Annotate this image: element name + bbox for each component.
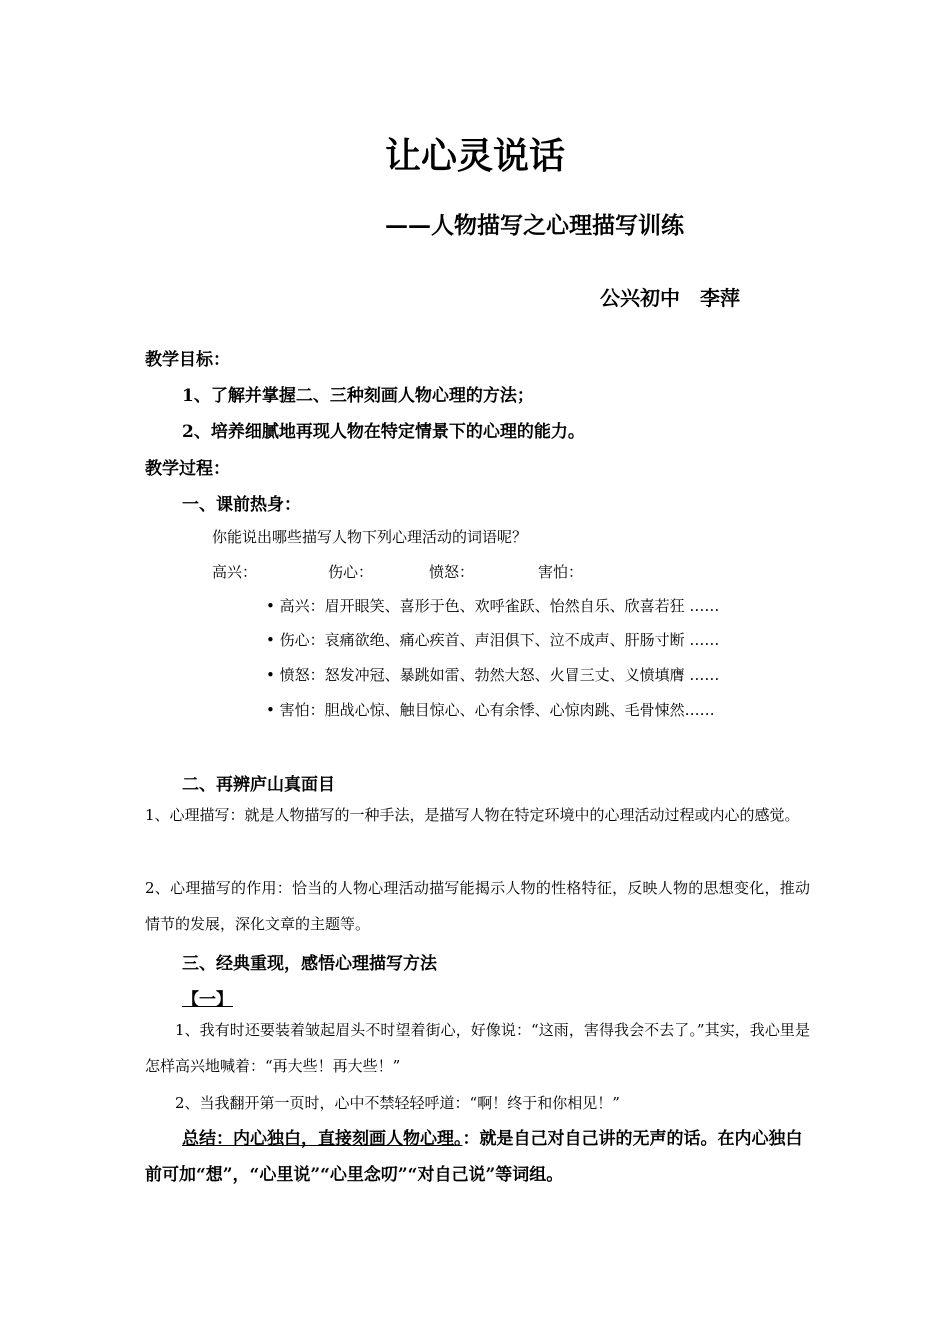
summary-text: ：就是自己对自己讲的无声的话。在内心独白前可加“想”，“心里说”“心里念叨”“对自己说”等词组。 [145,1129,803,1185]
synonym-list-item: • 愤怒：怒发冲冠、暴跳如雷、勃然大怒、火冒三丈、义愤填膺 …… [266,666,720,684]
example-paragraph-2: 2、当我翻开第一页时，心中不禁轻轻呼道：“啊！终于和你相见！” [175,1094,620,1112]
objective-item-1: 1、了解并掌握二、三种刻画人物心理的方法； [182,386,534,406]
summary-label: 总结：内心独白，直接刻画人物心理。 [182,1129,463,1149]
process-heading: 教学过程： [145,459,230,479]
synonym-list-item: • 伤心：哀痛欲绝、痛心疾首、声泪俱下、泣不成声、肝肠寸断 …… [266,631,720,649]
objective-item-2: 2、培养细腻地再现人物在特定情景下的心理的能力。 [182,422,585,442]
synonym-list-item: • 害怕：胆战心惊、触目惊心、心有余悸、心惊肉跳、毛骨悚然…… [266,701,715,719]
document-subtitle: ——人物描写之心理描写训练 [385,212,684,239]
warmup-question: 你能说出哪些描写人物下列心理活动的词语呢？ [212,528,528,546]
emotion-label-sad: 伤心： [328,563,374,581]
section3-heading: 三、经典重现，感悟心理描写方法 [182,954,437,974]
emotion-label-afraid: 害怕： [538,563,584,581]
document-title: 让心灵说话 [384,135,565,177]
definition-paragraph: 1、心理描写：就是人物描写的一种手法，是描写人物在特定环境中的心理活动过程或内心的感觉。 [145,806,800,824]
summary-paragraph [145,1121,810,1193]
author-line: 公兴初中 李萍 [600,286,740,310]
emotion-label-happy: 高兴： [212,563,258,581]
synonym-list-item: • 高兴：眉开眼笑、喜形于色、欢呼雀跃、怡然自乐、欣喜若狂 …… [266,597,720,615]
section3-subheading: 【一】 [182,990,233,1010]
example-paragraph-1: 1、我有时还要装着皱起眉头不时望着街心，好像说：“这雨，害得我会不去了。”其实，我心里是怎样高兴地喊着：“再大些！再大些！” [145,1021,810,1075]
section1-heading: 一、课前热身： [182,495,301,515]
function-paragraph: 2、心理描写的作用：恰当的人物心理活动描写能揭示人物的性格特征，反映人物的思想变化，推动情节的发展，深化文章的主题等。 [145,879,810,933]
emotion-label-angry: 愤怒： [429,563,475,581]
section2-heading: 二、再辨庐山真面目 [182,775,335,795]
objectives-heading: 教学目标： [145,350,230,370]
